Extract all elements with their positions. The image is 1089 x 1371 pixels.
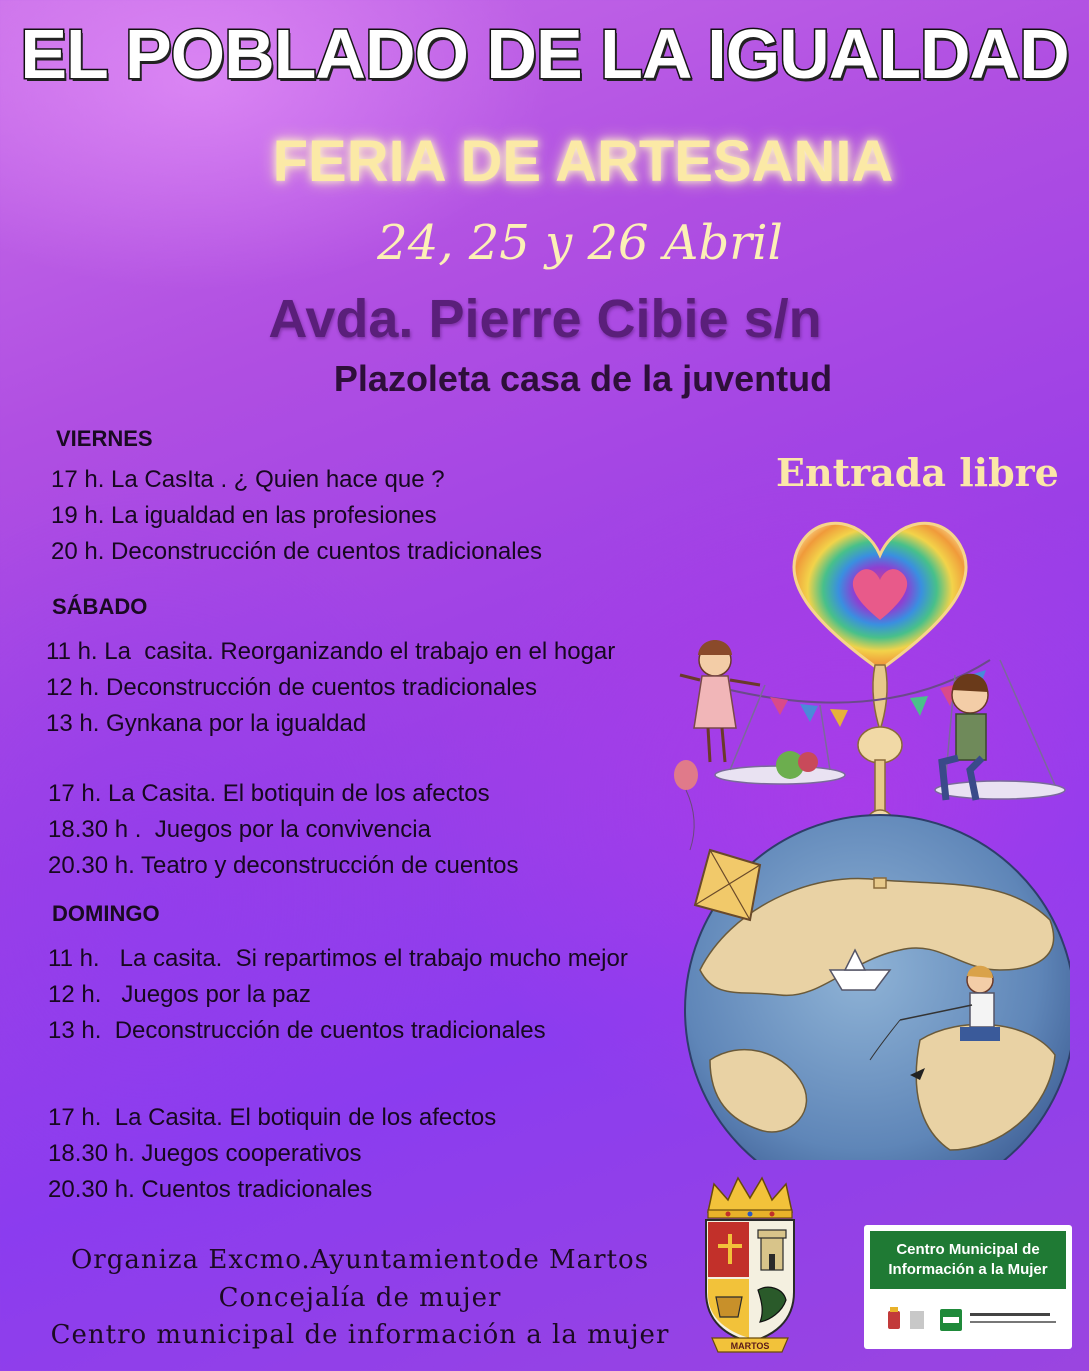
- organizer-line: Organiza Excmo.Ayuntamientode Martos: [70, 1245, 650, 1275]
- partner-logos-icon: [874, 1307, 1064, 1337]
- schedule-item: 11 h. La casita. Reorganizando el trabajo en el hogar: [46, 638, 616, 665]
- schedule-item: 17 h. La Casita. El botiquin de los afectos: [48, 1104, 497, 1131]
- schedule-item: 20.30 h. Teatro y deconstrucción de cuentos: [48, 852, 519, 879]
- globe-heart-illustration: [670, 500, 1070, 1160]
- schedule-item: 20.30 h. Cuentos tradicionales: [48, 1176, 373, 1203]
- department-line: Concejalía de mujer: [218, 1283, 502, 1313]
- event-address: Avda. Pierre Cibie s/n: [268, 289, 822, 349]
- schedule-item: 13 h. Deconstrucción de cuentos tradicionales: [48, 1017, 546, 1044]
- poster-title: EL POBLADO DE LA IGUALDAD: [20, 15, 1069, 93]
- schedule-item: 12 h. Deconstrucción de cuentos tradicionales: [46, 674, 537, 701]
- poster-subtitle: FERIA DE ARTESANIA: [272, 129, 894, 194]
- centro-logo-banner: [870, 1231, 1066, 1289]
- day-heading-viernes: VIERNES: [56, 426, 153, 451]
- free-entry-label: Entrada libre: [776, 450, 1059, 495]
- centro-logo-line2: Información a la Mujer: [888, 1261, 1048, 1278]
- centro-logo-line1: Centro Municipal de: [896, 1241, 1040, 1258]
- centro-municipal-logo: [864, 1225, 1072, 1349]
- schedule-item: 12 h. Juegos por la paz: [48, 981, 311, 1008]
- schedule-item: 11 h. La casita. Si repartimos el trabajo mucho mejor: [48, 945, 628, 972]
- schedule-item: 17 h. La Casita. El botiquin de los afectos: [48, 780, 490, 807]
- event-dates: 24, 25 y 26 Abril: [377, 215, 783, 271]
- schedule-item: 20 h. Deconstrucción de cuentos tradicionales: [51, 538, 542, 565]
- schedule-item: 19 h. La igualdad en las profesiones: [51, 502, 437, 529]
- day-heading-sabado: SÁBADO: [52, 594, 148, 619]
- center-line: Centro municipal de información a la mujer: [50, 1320, 670, 1350]
- schedule-item: 18.30 h . Juegos por la convivencia: [48, 816, 431, 843]
- girl-figure-icon: [680, 640, 760, 762]
- day-heading-domingo: DOMINGO: [52, 901, 160, 926]
- martos-crest-icon: [698, 1172, 802, 1354]
- kite-icon: [695, 850, 760, 920]
- event-place: Plazoleta casa de la juventud: [333, 358, 833, 399]
- schedule-item: 13 h. Gynkana por la igualdad: [46, 710, 367, 737]
- crest-banner-text: MARTOS: [730, 1341, 770, 1351]
- schedule-item: 17 h. La CasIta . ¿ Quien hace que ?: [51, 466, 445, 493]
- schedule-item: 18.30 h. Juegos cooperativos: [48, 1140, 362, 1167]
